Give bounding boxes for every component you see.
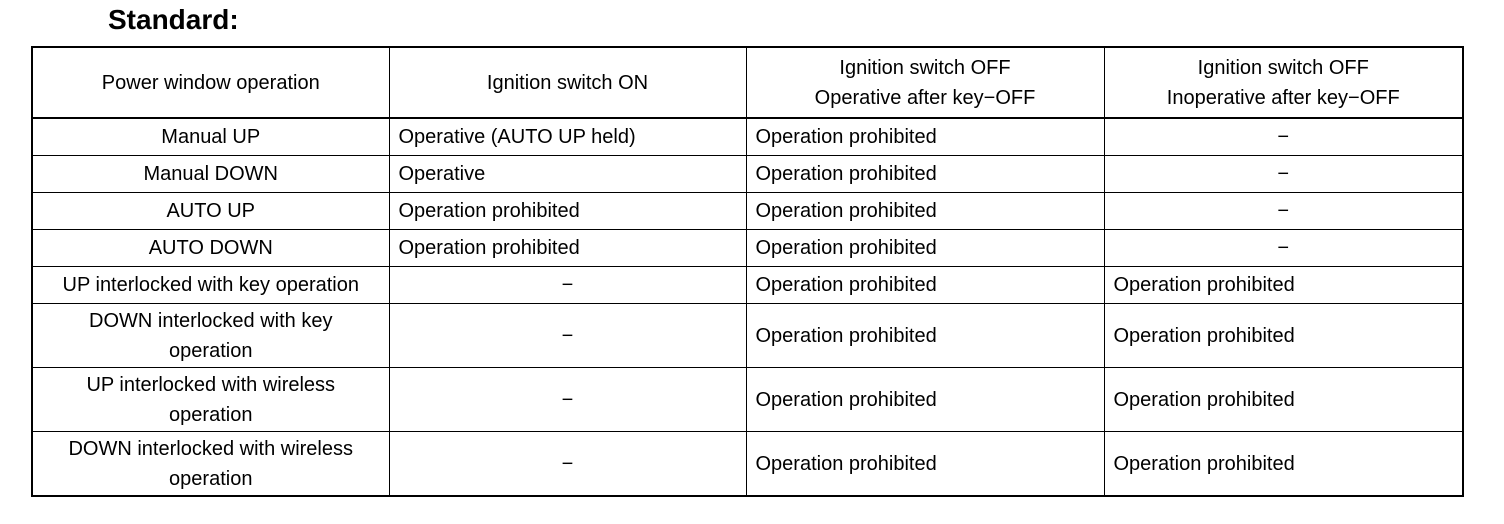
- off-inoperative-cell: −: [1104, 230, 1463, 267]
- power-window-spec-table: [31, 46, 1464, 497]
- off-inoperative-cell: Operation prohibited: [1104, 432, 1463, 497]
- table-row: [32, 368, 1463, 432]
- header-label: Ignition switch ON: [486, 71, 649, 94]
- header-label: Ignition switch OFF: [839, 56, 1011, 79]
- off-operative-cell: Operation prohibited: [746, 193, 1104, 230]
- off-operative-cell: Operation prohibited: [746, 156, 1104, 193]
- off-operative-cell: Operation prohibited: [746, 368, 1104, 432]
- off-inoperative-cell: Operation prohibited: [1104, 304, 1463, 368]
- header-sublabel: Inoperative after key−OFF: [1166, 86, 1400, 109]
- off-operative-cell: Operation prohibited: [746, 118, 1104, 156]
- operation-line: DOWN interlocked with key: [89, 309, 333, 332]
- section-heading: Standard:: [108, 4, 239, 35]
- off-inoperative-cell: −: [1104, 193, 1463, 230]
- operation-cell: UP interlocked with key operation: [32, 267, 389, 304]
- header-label: Power window operation: [101, 71, 320, 94]
- table-row: [32, 267, 1463, 304]
- operation-line: UP interlocked with wireless: [86, 373, 336, 396]
- table-row: [32, 230, 1463, 267]
- operation-line: operation: [169, 339, 253, 362]
- ignition-on-cell: −: [389, 267, 746, 304]
- operation-cell: [32, 368, 389, 432]
- off-inoperative-cell: −: [1104, 118, 1463, 156]
- operation-line: DOWN interlocked with wireless: [68, 437, 353, 460]
- table-header-row: [32, 47, 1463, 118]
- operation-line: operation: [169, 467, 253, 490]
- ignition-on-cell: Operation prohibited: [389, 193, 746, 230]
- operation-cell: AUTO DOWN: [32, 230, 389, 267]
- operation-cell: Manual UP: [32, 118, 389, 156]
- header-sublabel: Operative after key−OFF: [814, 86, 1036, 109]
- table-row: [32, 304, 1463, 368]
- header-ignition-off-inoperative: [1104, 47, 1463, 118]
- operation-cell: Manual DOWN: [32, 156, 389, 193]
- table-row: [32, 193, 1463, 230]
- ignition-on-cell: −: [389, 368, 746, 432]
- header-ignition-off-operative: [746, 47, 1104, 118]
- off-operative-cell: Operation prohibited: [746, 230, 1104, 267]
- off-operative-cell: Operation prohibited: [746, 432, 1104, 497]
- ignition-on-cell: −: [389, 432, 746, 497]
- ignition-on-cell: −: [389, 304, 746, 368]
- operation-cell: [32, 432, 389, 497]
- off-operative-cell: Operation prohibited: [746, 304, 1104, 368]
- operation-cell: AUTO UP: [32, 193, 389, 230]
- operation-cell: [32, 304, 389, 368]
- table-row: [32, 432, 1463, 497]
- off-inoperative-cell: Operation prohibited: [1104, 368, 1463, 432]
- table-row: [32, 118, 1463, 156]
- ignition-on-cell: Operative: [389, 156, 746, 193]
- off-inoperative-cell: Operation prohibited: [1104, 267, 1463, 304]
- off-operative-cell: Operation prohibited: [746, 267, 1104, 304]
- ignition-on-cell: Operative (AUTO UP held): [389, 118, 746, 156]
- table-row: [32, 156, 1463, 193]
- header-label: Ignition switch OFF: [1197, 56, 1369, 79]
- header-power-window-operation: [32, 47, 389, 118]
- ignition-on-cell: Operation prohibited: [389, 230, 746, 267]
- header-ignition-on: [389, 47, 746, 118]
- operation-line: operation: [169, 403, 253, 426]
- off-inoperative-cell: −: [1104, 156, 1463, 193]
